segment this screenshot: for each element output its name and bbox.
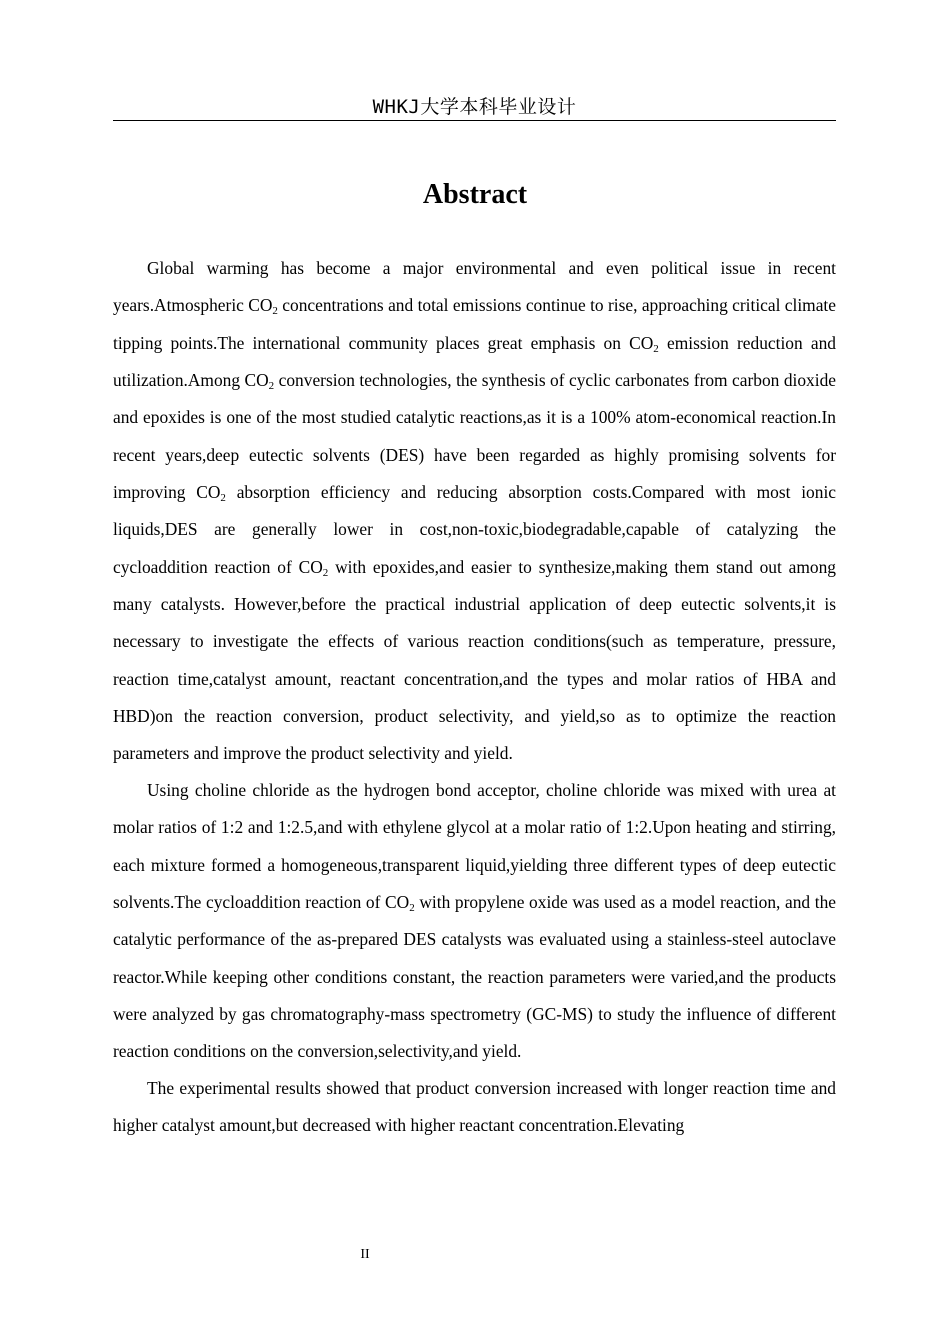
co2-formula: $CO_2$ xyxy=(629,332,659,355)
abstract-paragraph: Global warming has become a major environmental and even political issue in recent years.Atmospheric $CO_2$ concentrations and total emissions continue to rise, approaching critical climate tipping points.The international community places great emphasis on $CO_2$ emission reduction and utilization.Among $CO_2$ conversion technologies, the synthesis of cyclic carbonates from carbon dioxide and epoxides is one of the most studied catalytic reactions,as it is a 100% atom-economical reaction.In recent years,deep eutectic solvents (DES) have been regarded as highly promising solvents for improving $CO_2$ absorption efficiency and reducing absorption costs.Compared with most ionic liquids,DES are generally lower in cost,non-toxic,biodegradable,capable of catalyzing the cycloaddition reaction of $CO_2$ with epoxides,and easier to synthesize,making them stand out among many catalysts. However,before the practical industrial application of deep eutectic solvents,it is necessary to investigate the effects of various reaction conditions(such as temperature, pressure, reaction time,catalyst amount, reactant concentration,and the types and molar ratios of HBA and HBD)on the reaction conversion, product selectivity, and yield,so as to optimize the reaction parameters and improve the product selectivity and yield. xyxy=(113,258,836,764)
page-number: II xyxy=(360,1247,370,1262)
co2-formula: $CO_2$ xyxy=(385,891,415,914)
co2-formula: $CO_2$ xyxy=(298,556,329,579)
abstract-paragraph: Using choline chloride as the hydrogen bond acceptor, choline chloride was mixed with urea at molar ratios of 1:2 and 1:2.5,and with ethylene glycol at a molar ratio of 1:2.Upon heating and stirring, each mixture formed a homogeneous,transparent liquid,yielding three different types of deep eutectic solvents.The cycloaddition reaction of $CO_2$ with propylene oxide was used as a model reaction, and the catalytic performance of the as-prepared DES catalysts was evaluated using a stainless-steel autoclave reactor.While keeping other conditions constant, the reaction parameters were varied,and the products were analyzed by gas chromatography-mass spectrometry (GC-MS) to study the influence of different reaction conditions on the conversion,selectivity,and yield. xyxy=(113,779,836,1062)
abstract-title: Abstract xyxy=(422,179,528,210)
abstract-paragraph: The experimental results showed that product conversion increased with longer reaction time and higher catalyst amount,but decreased with higher reactant concentration.Elevating xyxy=(113,1077,836,1135)
header-title: WHKJ大学本科毕业设计 xyxy=(372,96,577,118)
running-header xyxy=(113,94,836,121)
co2-formula: $CO_2$ xyxy=(244,370,275,393)
abstract-body xyxy=(113,250,836,1144)
co2-formula: $CO_2$ xyxy=(196,482,226,505)
co2-formula: $CO_2$ xyxy=(248,295,278,318)
